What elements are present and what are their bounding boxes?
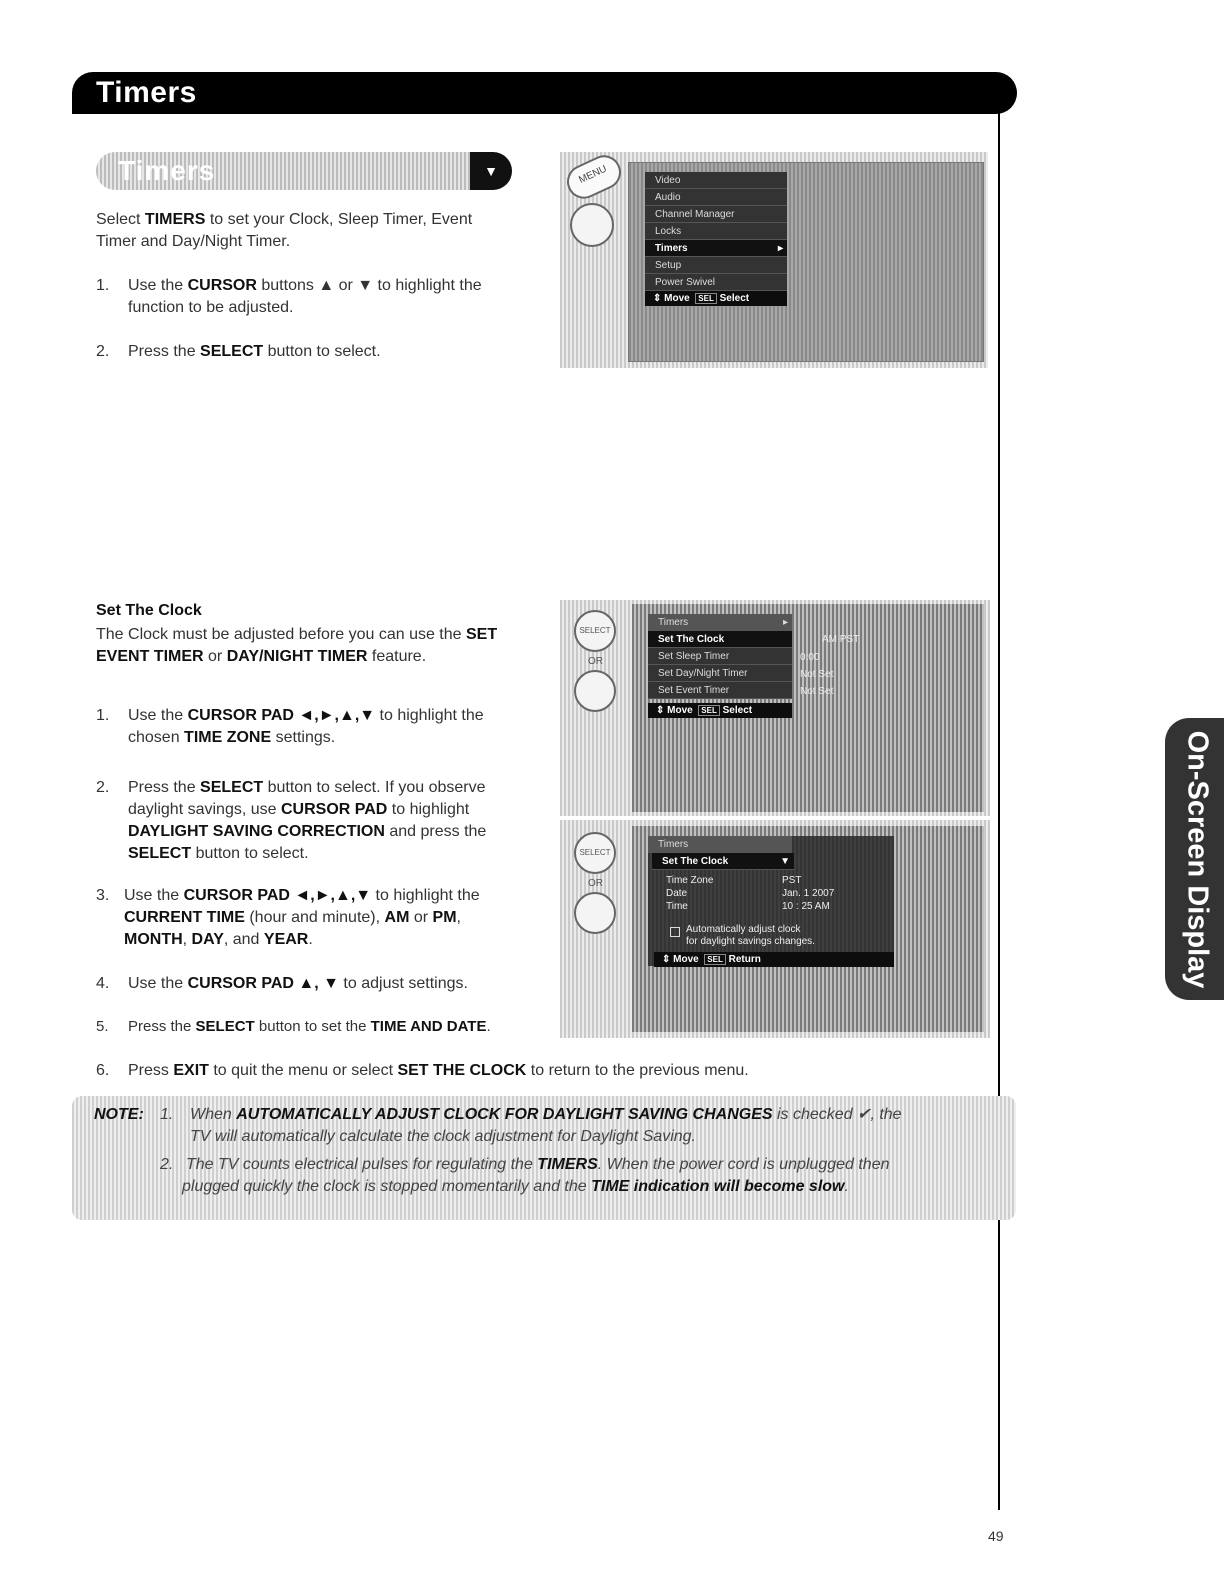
page-number: 49 [988, 1528, 1004, 1544]
step-number: 2. [96, 779, 110, 796]
menu-item: Set Day/Night Timer [648, 665, 792, 682]
checkbox-icon [670, 927, 680, 937]
checkbox-label: Automatically adjust clock [686, 924, 801, 935]
clock-field-value: PST [782, 875, 802, 886]
note-label: NOTE: [94, 1106, 144, 1123]
cursor-pad-icon [574, 892, 616, 934]
note-2-line-1: The TV counts electrical pulses for regulating the TIMERS. When the power cord is unplugged then [186, 1156, 890, 1173]
intro-step-2: Press the SELECT button to select. [128, 343, 381, 360]
section-heading: Set The Clock [96, 602, 202, 619]
menu-title: Timers ▸ [648, 614, 792, 631]
step-number: 2. [96, 343, 110, 360]
menu-remote-button: MENU [561, 150, 626, 204]
cursor-pad-icon [570, 203, 614, 247]
side-tab-label: On-Screen Display [1181, 730, 1213, 988]
note-1-line-1: When AUTOMATICALLY ADJUST CLOCK FOR DAYLIGHT SAVING CHANGES is checked ✔, the [190, 1106, 902, 1123]
menu-nav-bar: ⇕ Move SEL Select [648, 703, 792, 718]
menu-nav-bar: ⇕ Move SEL Return [654, 952, 894, 967]
or-label: OR [588, 878, 603, 889]
step-number: 1. [96, 277, 110, 294]
menu-item-selected: Timers ▸ [645, 240, 787, 257]
right-arrow-icon: ▸ [777, 243, 783, 254]
select-button-icon: SELECT [574, 610, 616, 652]
note-number: 1. [160, 1106, 174, 1123]
menu-item: Channel Manager [645, 206, 787, 223]
clock-step-3: Use the CURSOR PAD ◄,►,▲,▼ to highlight the CURRENT TIME (hour and minute), AM or PM, MONTH, DAY, and YEAR. [124, 887, 480, 948]
clock-field-label: Time [666, 901, 688, 912]
step-number: 3. [96, 887, 110, 904]
right-divider [998, 108, 1000, 1510]
checkbox-label: for daylight savings changes. [686, 936, 815, 947]
menu-item-selected: Set The Clock ▼ [652, 853, 794, 870]
menu-value: AM PST [822, 634, 860, 645]
intro-paragraph: Select TIMERS to set your Clock, Sleep Timer, Event Timer and Day/Night Timer. [96, 211, 473, 250]
timers-menu [648, 614, 792, 718]
clock-field-value: Jan. 1 2007 [782, 888, 835, 899]
menu-value: 0:00 [800, 652, 820, 663]
clock-step-5: Press the SELECT button to set the TIME AND DATE. [128, 1018, 491, 1035]
or-label: OR [588, 656, 603, 667]
clock-step-1: Use the CURSOR PAD ◄,►,▲,▼ to highlight the chosen TIME ZONE settings. [128, 707, 484, 746]
step-number: 4. [96, 975, 110, 992]
section-pill-label: Timers [118, 155, 216, 186]
clock-field-label: Date [666, 888, 688, 899]
pill-arrow-icon: ▼ [470, 152, 512, 190]
clock-field-label: Time Zone [666, 875, 714, 886]
menu-item: Set Event Timer [648, 682, 792, 699]
note-number: 2. [160, 1156, 174, 1173]
select-button-icon: SELECT [574, 832, 616, 874]
note-2-line-2: plugged quickly the clock is stopped momentarily and the TIME indication will become slow. [182, 1178, 849, 1195]
menu-value: Not Set [800, 686, 834, 697]
intro-step-1: Use the CURSOR buttons ▲ or ▼ to highlight the function to be adjusted. [128, 277, 482, 316]
clock-step-6: Press EXIT to quit the menu or select SET THE CLOCK to return to the previous menu. [128, 1062, 749, 1079]
clock-step-4: Use the CURSOR PAD ▲, ▼ to adjust settings. [128, 975, 468, 992]
clock-step-2: Press the SELECT button to select. If you observe daylight savings, use CURSOR PAD to highlight DAYLIGHT SAVING CORRECTION and press the SELECT button to select. [128, 779, 487, 862]
clock-intro: The Clock must be adjusted before you can use the SET EVENT TIMER or DAY/NIGHT TIMER feature. [96, 626, 498, 665]
step-number: 5. [96, 1018, 109, 1035]
step-number: 1. [96, 707, 110, 724]
note-1-line-2: TV will automatically calculate the clock adjustment for Daylight Saving. [190, 1128, 696, 1145]
header-bar [72, 72, 1017, 114]
menu-title: Timers [648, 836, 792, 853]
menu-item: Power Swivel [645, 274, 787, 291]
menu-item: Locks [645, 223, 787, 240]
clock-field-value: 10 : 25 AM [782, 901, 830, 912]
menu-item: Setup [645, 257, 787, 274]
menu-nav-bar: ⇕ Move SEL Select [645, 291, 787, 306]
menu-item: Set Sleep Timer [648, 648, 792, 665]
main-menu [645, 172, 787, 306]
side-tab-label-wrap [1167, 718, 1224, 1000]
menu-value: Not Set [800, 669, 834, 680]
cursor-pad-icon [574, 670, 616, 712]
menu-item: Audio [645, 189, 787, 206]
menu-item: Video [645, 172, 787, 189]
step-number: 6. [96, 1062, 110, 1079]
menu-item-selected: Set The Clock [648, 631, 792, 648]
page-title: Timers [96, 76, 197, 109]
